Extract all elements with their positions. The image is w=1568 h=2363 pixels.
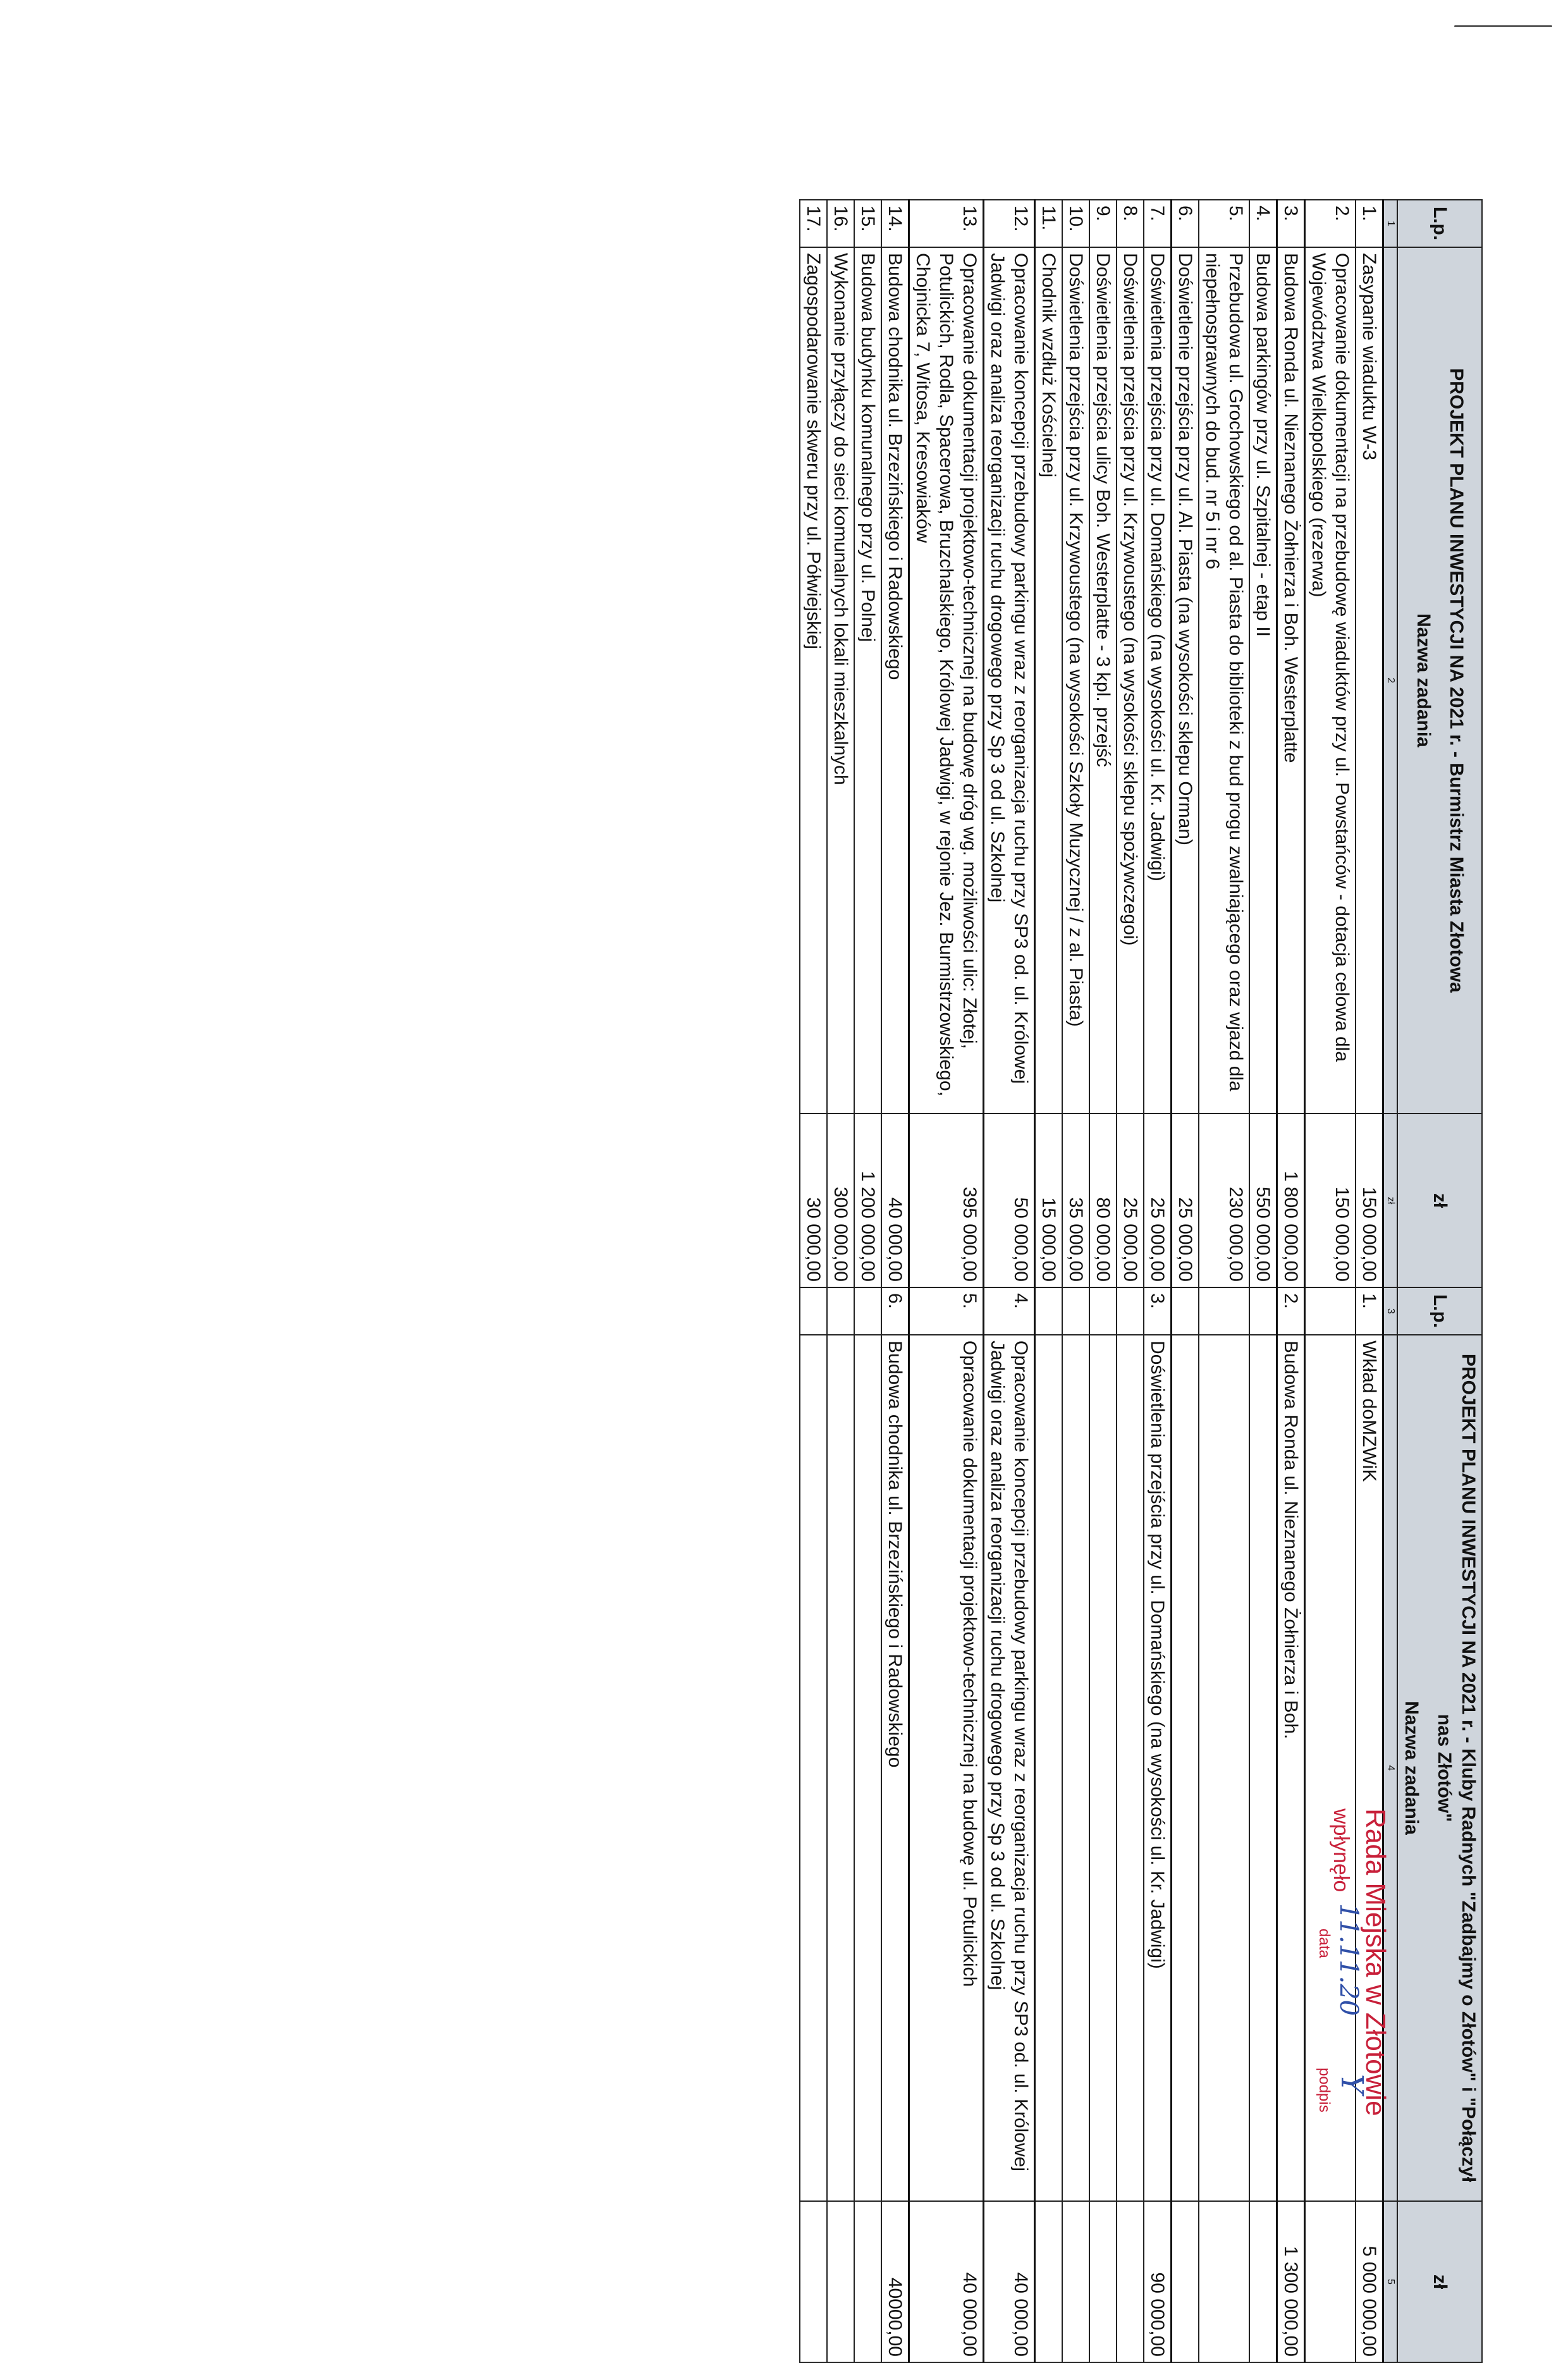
table-row [1144, 200, 1172, 2362]
right-task-name [800, 1335, 827, 2201]
task-name: Zasypanie wiaduktu W-3 [1356, 247, 1383, 1114]
task-amount: 550 000,00 [1249, 1114, 1277, 1287]
right-task-amount [1305, 2201, 1356, 2362]
colnum-1: 1 [1383, 200, 1398, 247]
right-task-amount: 90 000,00 [1144, 2201, 1172, 2362]
table-row [1172, 200, 1199, 2362]
task-name: Budowa chodnika ul. Brzezińskiego i Radowskiego [881, 247, 909, 1114]
right-row-number: 6. [881, 1287, 909, 1335]
right-task-amount [800, 2201, 827, 2362]
right-task-amount [1089, 2201, 1117, 2362]
task-amount: 25 000,00 [1172, 1114, 1199, 1287]
right-name-header: Nazwa zadania [1401, 1701, 1422, 1835]
right-row-number [827, 1287, 854, 1335]
right-task-name: Opracowanie dokumentacji projektowo-technicznej na budowę ul. Potulickich [909, 1335, 984, 2201]
task-name: Opracowanie dokumentacji projektowo-technicznej na budowę dróg wg. możliwości ulic: Złotej, Potulickich, Rodla, Spacerowa, Bruzchalskiego, Królowej Jadwigi, w rejonie Jez. Burmistrzowskiego, Chojnicka 7, Witosa, Kresowiaków [909, 247, 984, 1114]
row-number: 6. [1172, 200, 1199, 247]
stamp-signature-label: podpis [1316, 2068, 1333, 2113]
header-row [1397, 200, 1482, 2362]
row-number: 10. [1062, 200, 1089, 247]
right-task-name: Doświetlenia przejścia przy ul. Domańskiego (na wysokości ul. Kr. Jadwigi) [1144, 1335, 1172, 2201]
task-amount: 230 000,00 [1199, 1114, 1249, 1287]
task-amount: 30 000,00 [800, 1114, 827, 1287]
task-amount: 1 200 000,00 [854, 1114, 881, 1287]
task-name: Doświetlenie przejścia przy ul. Al. Piasta (na wysokości sklepu Orman) [1172, 247, 1199, 1114]
task-name: Doświetlenia przejścia przy ul. Krzywoustego (na wysokości Szkoły Muzycznej / z al. Piasta) [1062, 247, 1089, 1114]
colnum-4: 4 [1383, 1335, 1398, 2201]
task-amount: 25 000,00 [1144, 1114, 1172, 1287]
left-title: PROJEKT PLANU INWESTYCJI NA 2021 r. - Burmistrz Miasta Złotowa [1446, 368, 1467, 993]
task-amount: 150 000,00 [1356, 1114, 1383, 1287]
right-task-amount [1249, 2201, 1277, 2362]
stamp-title: Rada Miejska w Złotowie [1360, 1808, 1391, 2116]
lp-header: L.p. [1397, 200, 1482, 247]
row-number: 15. [854, 200, 881, 247]
right-task-amount: 1 300 000,00 [1277, 2201, 1305, 2362]
row-number: 14. [881, 200, 909, 247]
right-task-name [827, 1335, 854, 2201]
task-amount: 150 000,00 [1305, 1114, 1356, 1287]
right-row-number [1305, 1287, 1356, 1335]
right-task-amount [1199, 2201, 1249, 2362]
task-amount: 395 000,00 [909, 1114, 984, 1287]
scan-mark [1454, 25, 1552, 27]
right-task-name [1035, 1335, 1063, 2201]
right-task-amount [1035, 2201, 1063, 2362]
right-row-number [1089, 1287, 1117, 1335]
right-task-amount [1172, 2201, 1199, 2362]
stamp-date-handwritten: 11.11.20 [1334, 1903, 1363, 2016]
right-task-amount: 40 000,00 [984, 2201, 1035, 2362]
task-name: Budowa budynku komunalnego przy ul. Polnej [854, 247, 881, 1114]
row-number: 12. [984, 200, 1035, 247]
task-name: Doświetlenia przejścia przy ul. Krzywoustego (na wysokości sklepu spożywczegoi) [1117, 247, 1144, 1114]
task-amount: 40 000,00 [881, 1114, 909, 1287]
row-number: 17. [800, 200, 827, 247]
row-number: 1. [1356, 200, 1383, 247]
table-row [800, 200, 827, 2362]
task-amount: 15 000,00 [1035, 1114, 1063, 1287]
task-name: Budowa Ronda ul. Nieznanego Żołnierza i Boh. Westerplatte [1277, 247, 1305, 1114]
right-row-number: 5. [909, 1287, 984, 1335]
row-number: 13. [909, 200, 984, 247]
right-task-name: Wkład doMZWiK [1356, 1335, 1383, 2201]
right-row-number: 1. [1356, 1287, 1383, 1335]
right-row-number: 4. [984, 1287, 1035, 1335]
colnum-3: 3 [1383, 1287, 1398, 1335]
table-row [909, 200, 984, 2362]
task-name: Chodnik wzdłuż Kościelnej [1035, 247, 1063, 1114]
right-row-number [1035, 1287, 1063, 1335]
right-task-amount [1062, 2201, 1089, 2362]
table-row [1035, 200, 1063, 2362]
row-number: 4. [1249, 200, 1277, 247]
left-name-header: Nazwa zadania [1413, 613, 1434, 747]
task-amount: 35 000,00 [1062, 1114, 1089, 1287]
row-number: 16. [827, 200, 854, 247]
table-row [881, 200, 909, 2362]
task-amount: 1 800 000,00 [1277, 1114, 1305, 1287]
table-row [827, 200, 854, 2362]
task-amount: 300 000,00 [827, 1114, 854, 1287]
right-row-number [800, 1287, 827, 1335]
table-row [1089, 200, 1117, 2362]
left-title-header [1397, 247, 1482, 1114]
right-task-name: Budowa Ronda ul. Nieznanego Żołnierza i Boh. [1277, 1335, 1305, 2201]
right-row-number [1249, 1287, 1277, 1335]
right-task-amount [854, 2201, 881, 2362]
right-task-name: Opracowanie koncepcji przebudowy parkingu wraz z reorganizacja ruchu przy SP3 od. ul. Królowej Jadwigi oraz analiza reorganizacji ruchu drogowego przy Sp 3 od ul. Szkolnej [984, 1335, 1035, 2201]
row-number: 8. [1117, 200, 1144, 247]
stamp-signature: Y [1334, 2074, 1369, 2094]
left-amount-header: zł [1397, 1114, 1482, 1287]
right-task-amount [827, 2201, 854, 2362]
table-row [984, 200, 1035, 2362]
right-row-number [1199, 1287, 1249, 1335]
task-name: Opracowanie dokumentacji na przebudowę wiaduktów przy ul. Powstańców - dotacja celowa dla Województwa Wielkopolskiego (rezerwa) [1305, 247, 1356, 1114]
right-task-name [1172, 1335, 1199, 2201]
right-row-number [1172, 1287, 1199, 1335]
right-row-number: 2. [1277, 1287, 1305, 1335]
stamp-date-label: data [1316, 1929, 1333, 1958]
task-amount: 25 000,00 [1117, 1114, 1144, 1287]
received-stamp [1227, 1808, 1391, 2188]
colnum-zl: zł [1383, 1114, 1398, 1287]
task-name: Zagospodarowanie skweru przy ul. Półwiejskiej [800, 247, 827, 1114]
right-task-name [1089, 1335, 1117, 2201]
right-row-number [1117, 1287, 1144, 1335]
right-row-number [854, 1287, 881, 1335]
stamp-received: wpłynęło [1329, 1808, 1353, 1893]
task-name: Wykonanie przyłączy do sieci komunalnych lokali mieszkalnych [827, 247, 854, 1114]
task-amount: 50 000,00 [984, 1114, 1035, 1287]
colnum-5: 5 [1383, 2201, 1398, 2362]
right-title: PROJEKT PLANU INWESTYCJI NA 2021 r. - Kluby Radnych "Zadbajmy o Złotów" i "Połączył nas Złotów" [1434, 1353, 1479, 2183]
right-task-amount [1117, 2201, 1144, 2362]
task-name: Doświetlenia przejścia przy ul. Domańskiego (na wysokości ul. Kr. Jadwigi) [1144, 247, 1172, 1114]
colnum-2: 2 [1383, 247, 1398, 1114]
right-lp-header: L.p. [1397, 1287, 1482, 1335]
right-row-number: 3. [1144, 1287, 1172, 1335]
row-number: 2. [1305, 200, 1356, 247]
right-task-amount: 40000,00 [881, 2201, 909, 2362]
table-row [1062, 200, 1089, 2362]
row-number: 9. [1089, 200, 1117, 247]
task-name: Doświetlenia przejścia ulicy Boh. Westerplatte - 3 kpl. przejść [1089, 247, 1117, 1114]
right-task-name [1117, 1335, 1144, 2201]
right-task-name [1062, 1335, 1089, 2201]
row-number: 11. [1035, 200, 1063, 247]
right-amount-header: zł [1397, 2201, 1482, 2362]
right-row-number [1062, 1287, 1089, 1335]
row-number: 3. [1277, 200, 1305, 247]
right-task-amount: 5 000 000,00 [1356, 2201, 1383, 2362]
right-title-header [1397, 1335, 1482, 2201]
task-amount: 80 000,00 [1089, 1114, 1117, 1287]
right-task-amount: 40 000,00 [909, 2201, 984, 2362]
task-name: Budowa parkingów przy ul. Szpitalnej - etap II [1249, 247, 1277, 1114]
right-task-name [854, 1335, 881, 2201]
table-row [1117, 200, 1144, 2362]
task-name: Przebudowa ul. Grochowskiego od al. Piasta do biblioteki z bud progu zwalniającego oraz wjazd dla niepełnosprawnych do bud. nr 5 i nr 6 [1199, 247, 1249, 1114]
task-name: Opracowanie koncepcji przebudowy parkingu wraz z reorganizacja ruchu przy SP3 od. ul. Królowej Jadwigi oraz analiza reorganizacji ruchu drogowego przy Sp 3 od ul. Szkolnej [984, 247, 1035, 1114]
table-row [854, 200, 881, 2362]
right-task-name: Budowa chodnika ul. Brzezińskiego i Radowskiego [881, 1335, 909, 2201]
row-number: 7. [1144, 200, 1172, 247]
row-number: 5. [1199, 200, 1249, 247]
